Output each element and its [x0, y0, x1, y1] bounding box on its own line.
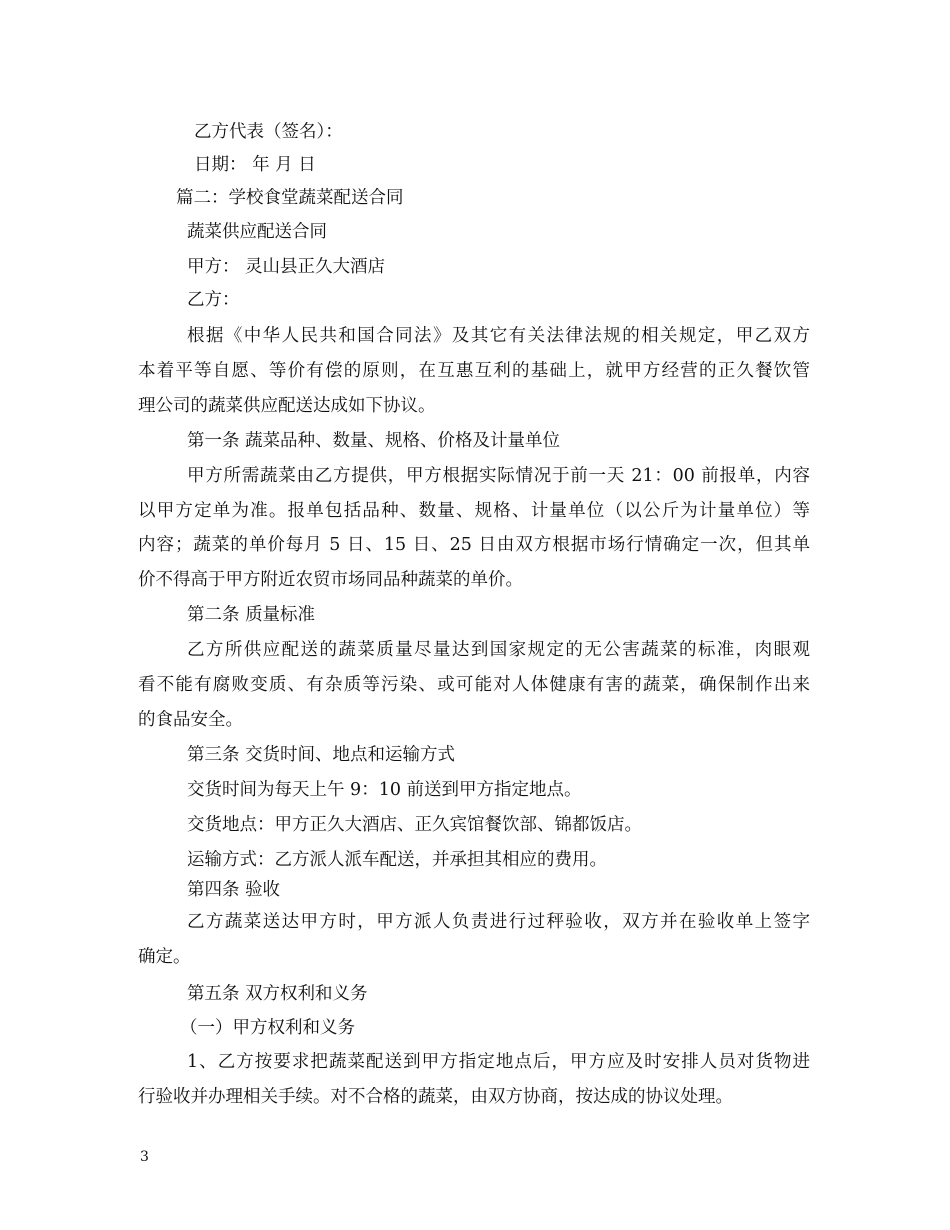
- contract-title: 蔬菜供应配送合同: [187, 222, 327, 242]
- article-heading: 第四条 验收: [187, 880, 281, 900]
- article-heading: 第一条 蔬菜品种、数量、规格、价格及计量单位: [187, 431, 561, 451]
- paragraph-line: 理公司的蔬菜供应配送达成如下协议。: [138, 396, 436, 416]
- paragraph-line: 价不得高于甲方附近农贸市场同品种蔬菜的单价。: [138, 570, 523, 590]
- paragraph-line: 乙方蔬菜送达甲方时，甲方派人负责进行过秤验收，双方并在验收单上签字: [187, 912, 810, 932]
- paragraph-line: 确定。: [138, 947, 191, 967]
- paragraph-line: 运输方式：乙方派人派车配送，并承担其相应的费用。: [187, 850, 607, 870]
- section-heading: 篇二：学校食堂蔬菜配送合同: [176, 188, 404, 208]
- paragraph-line: 交货时间为每天上午 9：10 前送到甲方指定地点。: [187, 780, 582, 800]
- paragraph-line: 以甲方定单为准。报单包括品种、数量、规格、计量单位（以公斤为计量单位）等: [138, 501, 810, 521]
- paragraph-line: 的食品安全。: [138, 710, 243, 730]
- article-heading: 第三条 交货时间、地点和运输方式: [187, 745, 456, 765]
- paragraph-line: 根据《中华人民共和国合同法》及其它有关法律法规的相关规定，甲乙双方: [187, 326, 810, 346]
- paragraph-line: 甲方所需蔬菜由乙方提供，甲方根据实际情况于前一天 21：00 前报单，内容: [187, 466, 810, 486]
- article-heading: 第二条 质量标准: [187, 605, 316, 625]
- signature-line-party-b: 乙方代表（签名）：: [194, 122, 343, 142]
- subsection-heading: （一）甲方权利和义务: [180, 1018, 355, 1038]
- article-heading: 第五条 双方权利和义务: [187, 984, 368, 1004]
- paragraph-line: 本着平等自愿、等价有偿的原则，在互惠互利的基础上，就甲方经营的正久餐饮管: [138, 361, 810, 381]
- page-number: 3: [140, 1149, 149, 1165]
- date-line: 日期： 年 月 日: [194, 155, 316, 175]
- paragraph-line: 1、乙方按要求把蔬菜配送到甲方指定地点后，甲方应及时安排人员对货物进: [187, 1052, 810, 1072]
- paragraph-line: 交货地点：甲方正久大酒店、正久宾馆餐饮部、锦都饭店。: [187, 815, 642, 835]
- party-b-line: 乙方：: [187, 290, 240, 310]
- paragraph-line: 乙方所供应配送的蔬菜质量尽量达到国家规定的无公害蔬菜的标准，肉眼观: [187, 640, 810, 660]
- paragraph-line: 行验收并办理相关手续。对不合格的蔬菜，由双方协商，按达成的协议处理。: [138, 1087, 733, 1107]
- paragraph-line: 看不能有腐败变质、有杂质等污染、或可能对人体健康有害的蔬菜，确保制作出来: [138, 675, 810, 695]
- party-a-line: 甲方： 灵山县正久大酒店: [187, 257, 386, 277]
- paragraph-line: 内容；蔬菜的单价每月 5 日、15 日、25 日由双方根据市场行情确定一次，但其单: [138, 535, 810, 555]
